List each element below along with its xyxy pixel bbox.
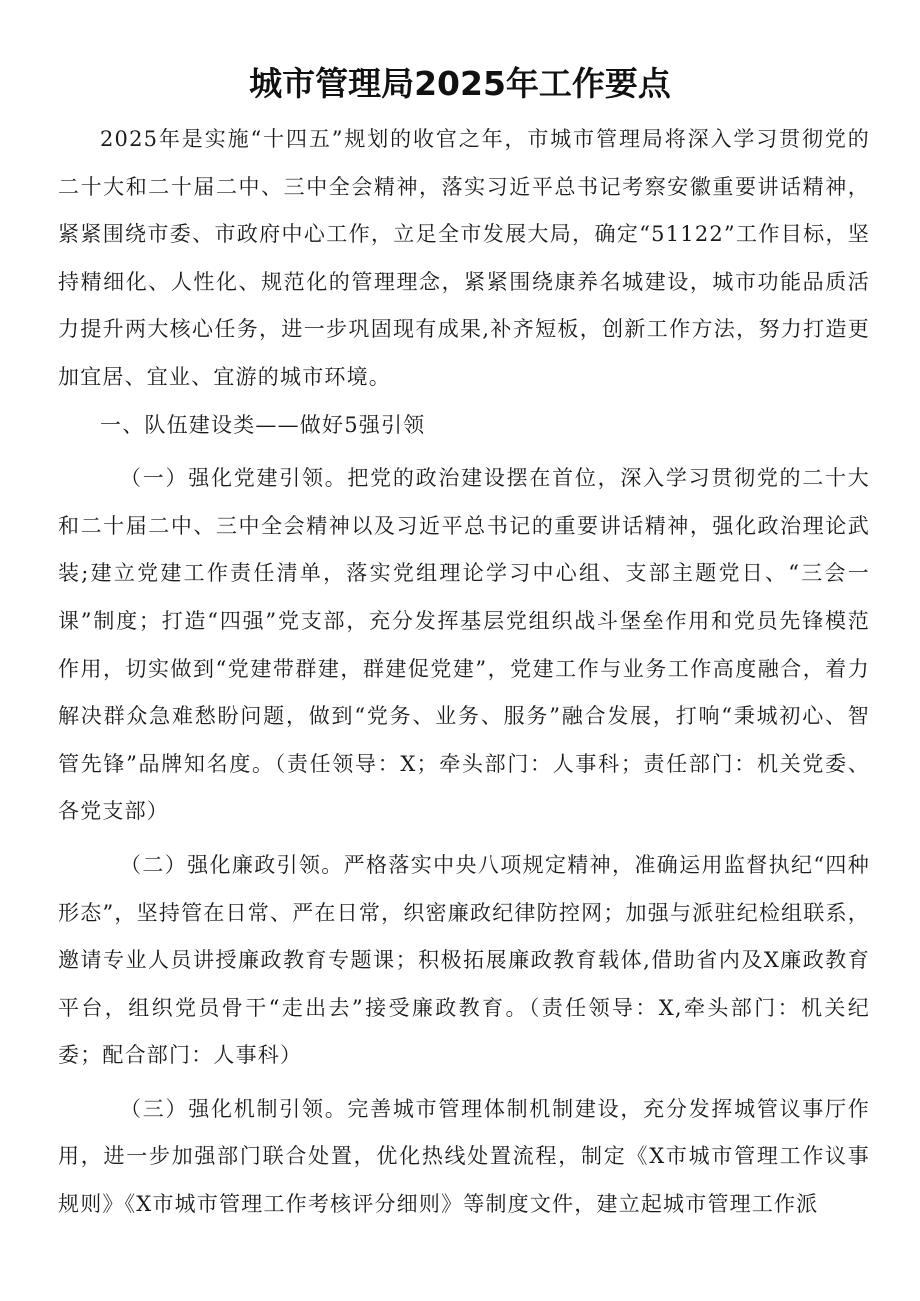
item-paragraph-2: （二）强化廉政引领。严格落实中央八项规定精神，准确运用监督执纪“四种形态”，坚持管在日常、严在日常，织密廉政纪律防控网；加强与派驻纪检组联系，邀请专业人员讲授廉政教育专题课；积极拓展廉政教育载体,借助省内及X廉政教育平台，组织党员骨干“走出去”接受廉政教育。（责任领导：X,牵头部门：机关纪委；配合部门：人事科） <box>58 852 870 1068</box>
section-heading: 一、队伍建设类——做好5强引领 <box>100 412 426 437</box>
intro-paragraph: 2025年是实施“十四五”规划的收官之年，市城市管理局将深入学习贯彻党的二十大和二十届二中、三中全会精神，落实习近平总书记考察安徽重要讲话精神，紧紧围绕市委、市政府中心工作，立足全市发展大局，确定“51122”工作目标，坚持精细化、人性化、规范化的管理理念，紧紧围绕康养名城建设，城市功能品质活力提升两大核心任务，进一步巩固现有成果,补齐短板，创新工作方法，努力打造更加宜居、宜业、宜游的城市环境。 <box>58 127 870 389</box>
document-title: 城市管理局2025年工作要点 <box>249 64 671 103</box>
item-paragraph-3: （三）强化机制引领。完善城市管理体制机制建设，充分发挥城管议事厅作用，进一步加强部门联合处置，优化热线处置流程，制定《X市城市管理工作议事规则》《X市城市管理工作考核评分细则》等制度文件，建立起城市管理工作派 <box>58 1096 870 1217</box>
document-body <box>58 116 870 1229</box>
item-paragraph-1: （一）强化党建引领。把党的政治建设摆在首位，深入学习贯彻党的二十大和二十届二中、三中全会精神以及习近平总书记的重要讲话精神，强化政治理论武装;建立党建工作责任清单，落实党组理论学习中心组、支部主题党日、“三会一课”制度；打造“四强”党支部，充分发挥基层党组织战斗堡垒作用和党员先锋模范作用，切实做到“党建带群建，群建促党建”，党建工作与业务工作高度融合，着力解决群众急难愁盼问题，做到“党务、业务、服务”融合发展，打响“秉城初心、智管先锋”品牌知名度。（责任领导：X；牵头部门：人事科；责任部门：机关党委、各党支部） <box>58 466 870 824</box>
